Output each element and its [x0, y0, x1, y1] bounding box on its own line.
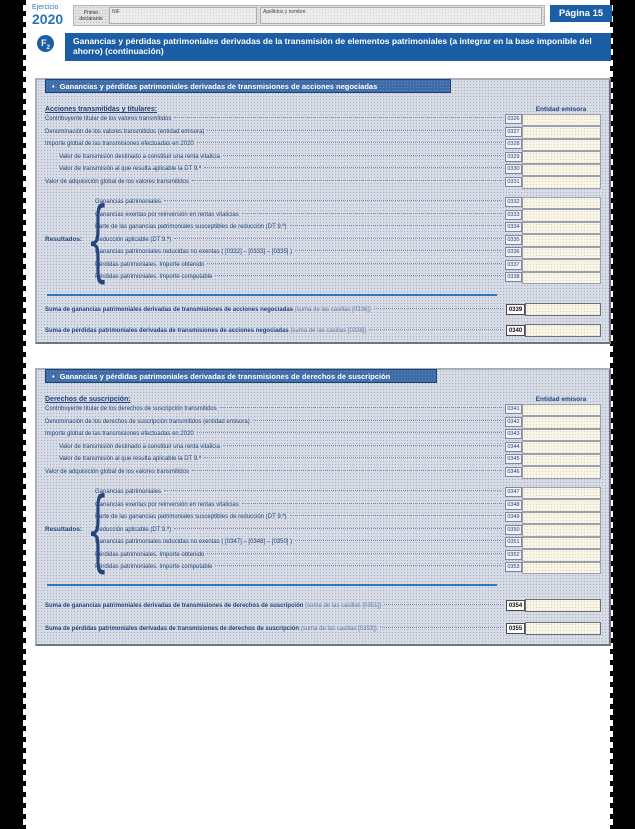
dotted-leader — [207, 553, 502, 554]
form-row-0327 — [45, 126, 601, 139]
box-number: 0343 — [505, 429, 522, 439]
row-label: Pérdidas patrimoniales. Importe obtenido — [95, 551, 205, 558]
form-row-0344 — [45, 441, 601, 454]
panel1-title: Ganancias y pérdidas patrimoniales derivadas de transmisiones de acciones negociadas — [59, 82, 378, 91]
panel2-rows — [45, 403, 601, 478]
dotted-leader — [197, 432, 502, 433]
ejercicio-year: 2020 — [32, 11, 64, 27]
brace-icon: { — [86, 477, 109, 581]
form-row-0334 — [95, 221, 601, 234]
row-label: Parte de las ganancias patrimoniales susceptibles de reducción (DT 9.ª) — [95, 224, 287, 231]
form-row-0337 — [95, 259, 601, 272]
form-row-0345 — [45, 453, 601, 466]
row-label: Pérdidas patrimoniales. Importe computable — [95, 564, 213, 571]
box-number: 0335 — [505, 235, 522, 245]
box-number: 0352 — [505, 550, 522, 560]
entry-field-0354[interactable] — [525, 599, 601, 612]
entry-field-0340[interactable] — [525, 324, 601, 337]
box-number: 0330 — [505, 164, 522, 174]
dotted-leader — [192, 180, 502, 181]
perforation-edge-left — [23, 0, 26, 829]
box-number: 0328 — [505, 139, 522, 149]
row-label: Valor de adquisición global de los valores transmitidos — [45, 178, 189, 185]
entry-field-0350[interactable] — [522, 524, 601, 537]
form-row-0335 — [95, 234, 601, 247]
dotted-leader — [374, 308, 503, 309]
box-number: 0354 — [506, 600, 525, 611]
separator-line — [47, 294, 497, 296]
form-row-0329 — [45, 151, 601, 164]
entry-field-0336[interactable] — [522, 247, 601, 260]
sum-label-strong: Suma de pérdidas patrimoniales derivadas de transmisiones de derechos de suscripción — [45, 625, 300, 632]
row-label: Importe global de las transmisiones efectuadas en 2020 — [45, 141, 194, 148]
panel2-resultados-rows — [95, 486, 601, 574]
form-page — [23, 0, 613, 829]
entry-field-0334[interactable] — [522, 222, 601, 235]
form-row-0343 — [45, 428, 601, 441]
dotted-leader — [242, 503, 502, 504]
dotted-leader — [242, 213, 502, 214]
form-row-0351 — [95, 536, 601, 549]
panel-derechos-suscripcion — [35, 368, 611, 646]
ejercicio-label: Ejercicio — [32, 4, 59, 11]
form-row-0346 — [45, 466, 601, 479]
form-row-0331 — [45, 176, 601, 189]
panel2-title-bar — [45, 369, 437, 383]
form-row-0332 — [95, 196, 601, 209]
sum-label-note: (suma de las casillas [0353]) — [300, 625, 377, 632]
row-label: Denominación de los derechos de suscripción transmitidos (entidad emisora) — [45, 418, 250, 425]
box-number: 0351 — [505, 537, 522, 547]
sum-label-note: (suma de las casillas [0336]) — [294, 306, 371, 313]
form-row-0333 — [95, 209, 601, 222]
sum-label-strong: Suma de pérdidas patrimoniales derivadas de transmisiones de acciones negociadas — [45, 327, 289, 334]
nif-label: NIF — [112, 9, 121, 15]
resultados-label: Resultados: — [45, 526, 83, 534]
panel2-group-title: Derechos de suscripción: — [45, 396, 131, 403]
declarant-label: Primer declarante — [79, 9, 103, 22]
box-number: 0339 — [506, 304, 525, 315]
dotted-leader — [174, 117, 502, 118]
entry-field-0333[interactable] — [522, 209, 601, 222]
dotted-leader — [223, 445, 502, 446]
f2-badge — [37, 35, 54, 52]
entry-field-0327[interactable] — [522, 126, 601, 139]
entry-field-0347[interactable] — [522, 487, 601, 500]
dotted-leader — [207, 130, 502, 131]
form-row-0326 — [45, 113, 601, 126]
section-f2-title: Ganancias y pérdidas patrimoniales derivadas de la transmisión de elementos patrimoniales (a integrar en la base imponible del ahorro) (continuación) — [65, 33, 611, 61]
row-label: Importe global de las transmisiones efectuadas en 2020 — [45, 431, 194, 438]
sum-label-note: (suma de las casillas [0351]) — [305, 602, 382, 609]
dotted-leader — [380, 627, 503, 628]
entry-field-0349[interactable] — [522, 512, 601, 525]
entry-field-0330[interactable] — [522, 164, 601, 177]
box-number: 0346 — [505, 467, 522, 477]
entry-field-0344[interactable] — [522, 441, 601, 454]
row-label: Parte de las ganancias patrimoniales susceptibles de reducción (DT 9.ª) — [95, 514, 287, 521]
sum-label — [45, 307, 371, 313]
dotted-leader — [174, 528, 502, 529]
dotted-leader — [215, 275, 502, 276]
entry-field-0352[interactable] — [522, 549, 601, 562]
dotted-leader — [369, 329, 503, 330]
box-number: 0345 — [505, 454, 522, 464]
box-number: 0342 — [505, 417, 522, 427]
panel2-column-header: Entidad emisora — [535, 396, 587, 403]
row-label: Reducción aplicable (DT 9.ª) — [95, 236, 172, 243]
dotted-leader — [192, 470, 502, 471]
entry-field-0351[interactable] — [522, 537, 601, 550]
sum-label — [45, 328, 366, 334]
panel1-rows — [45, 113, 601, 188]
dotted-leader — [207, 263, 502, 264]
bullet-icon: • — [52, 372, 55, 381]
box-number: 0329 — [505, 152, 522, 162]
box-number: 0340 — [506, 325, 525, 336]
box-number: 0336 — [505, 247, 522, 257]
entry-field-0341[interactable] — [522, 404, 601, 417]
panel1-resultados-block — [45, 187, 601, 291]
box-number: 0332 — [505, 197, 522, 207]
box-number: 0348 — [505, 500, 522, 510]
resultados-label: Resultados: — [45, 236, 83, 244]
box-number: 0349 — [505, 512, 522, 522]
bullet-icon: • — [52, 82, 55, 91]
entry-field-0346[interactable] — [522, 466, 601, 479]
box-number: 0337 — [505, 260, 522, 270]
ejercicio-block — [32, 4, 63, 26]
box-number: 0347 — [505, 487, 522, 497]
dotted-leader — [164, 200, 502, 201]
box-number: 0333 — [505, 210, 522, 220]
entry-field-0339[interactable] — [525, 303, 601, 316]
panel2-group-header — [45, 394, 601, 403]
dotted-leader — [295, 540, 502, 541]
entry-field-0338[interactable] — [522, 272, 601, 285]
box-number: 0341 — [505, 404, 522, 414]
form-row-0341 — [45, 403, 601, 416]
row-label: Ganancias patrimoniales reducidas no exentas ( [0332] – [0333] – [0335] ) — [95, 249, 293, 256]
dotted-leader — [204, 457, 502, 458]
panel-acciones-negociadas — [35, 78, 611, 344]
row-label: Contribuyente titular de los derechos de suscripción transmitidos — [45, 406, 217, 413]
box-number: 0334 — [505, 222, 522, 232]
name-field[interactable] — [260, 7, 542, 24]
form-row-0328 — [45, 138, 601, 151]
row-label: Denominación de los valores transmitidos (entidad emisora) — [45, 128, 205, 135]
form-row-0338 — [95, 271, 601, 284]
dotted-leader — [164, 490, 502, 491]
box-number: 0331 — [505, 177, 522, 187]
panel1-title-bar — [45, 79, 451, 93]
entry-field-0326[interactable] — [522, 114, 601, 127]
declarant-box — [73, 5, 545, 26]
separator-line — [47, 584, 497, 586]
dotted-leader — [253, 420, 502, 421]
sum-label — [45, 626, 377, 632]
dotted-leader — [174, 238, 502, 239]
dotted-leader — [197, 142, 502, 143]
form-row-0348 — [95, 499, 601, 512]
sum-row-0340 — [45, 324, 601, 338]
panel2-resultados-block — [45, 477, 601, 581]
row-label: Valor de adquisición global de los valores transmitidos — [45, 468, 189, 475]
f2-badge-letter: F — [41, 38, 47, 48]
row-label: Pérdidas patrimoniales. Importe computable — [95, 274, 213, 281]
row-label: Ganancias exentas por reinversión en rentas vitalicias — [95, 211, 239, 218]
dotted-leader — [223, 155, 502, 156]
entry-field-0355[interactable] — [525, 622, 601, 635]
box-number: 0353 — [505, 562, 522, 572]
box-number: 0350 — [505, 525, 522, 535]
form-row-0342 — [45, 416, 601, 429]
page-header — [23, 4, 613, 28]
row-label: Valor de transmisión al que resulta aplicable la DT 9.ª — [59, 166, 202, 173]
row-label: Ganancias patrimoniales — [95, 199, 162, 206]
box-number: 0327 — [505, 127, 522, 137]
form-row-0336 — [95, 246, 601, 259]
f2-badge-subscript: 2 — [46, 44, 50, 51]
row-label: Valor de transmisión al que resulta aplicable la DT 9.ª — [59, 456, 202, 463]
entry-field-0348[interactable] — [522, 499, 601, 512]
panel1-group-title: Acciones transmitidas y titulares: — [45, 106, 158, 113]
panel1-resultados-rows — [95, 196, 601, 284]
page-number-badge: Página 15 — [550, 5, 612, 22]
entry-field-0342[interactable] — [522, 416, 601, 429]
box-number: 0355 — [506, 623, 525, 634]
form-row-0353 — [95, 561, 601, 574]
row-label: Ganancias patrimoniales reducidas no exentas ( [0347] – [0348] – [0350] ) — [95, 539, 293, 546]
dotted-leader — [215, 565, 502, 566]
entry-field-0332[interactable] — [522, 197, 601, 210]
name-label: Apellidos y nombre — [263, 9, 306, 15]
entry-field-0331[interactable] — [522, 176, 601, 189]
box-number: 0326 — [505, 114, 522, 124]
panel1-group-header — [45, 104, 601, 113]
sum-row-0339 — [45, 303, 601, 317]
form-row-0330 — [45, 163, 601, 176]
form-row-0352 — [95, 549, 601, 562]
row-label: Pérdidas patrimoniales. Importe obtenido — [95, 261, 205, 268]
dotted-leader — [220, 407, 502, 408]
form-row-0347 — [95, 486, 601, 499]
entry-field-0337[interactable] — [522, 259, 601, 272]
entry-field-0329[interactable] — [522, 151, 601, 164]
row-label: Valor de transmisión destinado a constituir una renta vitalicia — [59, 153, 220, 160]
entry-field-0328[interactable] — [522, 139, 601, 152]
dotted-leader — [295, 250, 502, 251]
entry-field-0343[interactable] — [522, 429, 601, 442]
row-label: Valor de transmisión destinado a constituir una renta vitalicia — [59, 443, 220, 450]
dotted-leader — [384, 604, 503, 605]
row-label: Reducción aplicable (DT 9.ª) — [95, 526, 172, 533]
entry-field-0353[interactable] — [522, 562, 601, 575]
row-label: Contribuyente titular de los valores transmitidos — [45, 116, 172, 123]
form-row-0349 — [95, 511, 601, 524]
panel2-title: Ganancias y pérdidas patrimoniales derivadas de transmisiones de derechos de suscripción — [59, 372, 391, 381]
sum-label-strong: Suma de ganancias patrimoniales derivadas de transmisiones de derechos de suscripción — [45, 602, 304, 609]
dotted-leader — [290, 225, 502, 226]
sum-label-strong: Suma de ganancias patrimoniales derivadas de transmisiones de acciones negociadas — [45, 306, 294, 313]
row-label: Ganancias patrimoniales — [95, 489, 162, 496]
dotted-leader — [204, 167, 502, 168]
form-row-0350 — [95, 524, 601, 537]
brace-icon: { — [86, 187, 109, 291]
row-label: Ganancias exentas por reinversión en rentas vitalicias — [95, 501, 239, 508]
nif-field[interactable] — [109, 7, 257, 24]
panel1-column-header: Entidad emisora — [535, 106, 587, 113]
box-number: 0338 — [505, 272, 522, 282]
dotted-leader — [290, 515, 502, 516]
box-number: 0344 — [505, 442, 522, 452]
sum-row-0355 — [45, 622, 601, 636]
sum-row-0354 — [45, 599, 601, 613]
sum-label-note: (suma de las casillas [0338]) — [290, 327, 367, 334]
entry-field-0335[interactable] — [522, 234, 601, 247]
sum-label — [45, 603, 381, 609]
entry-field-0345[interactable] — [522, 454, 601, 467]
